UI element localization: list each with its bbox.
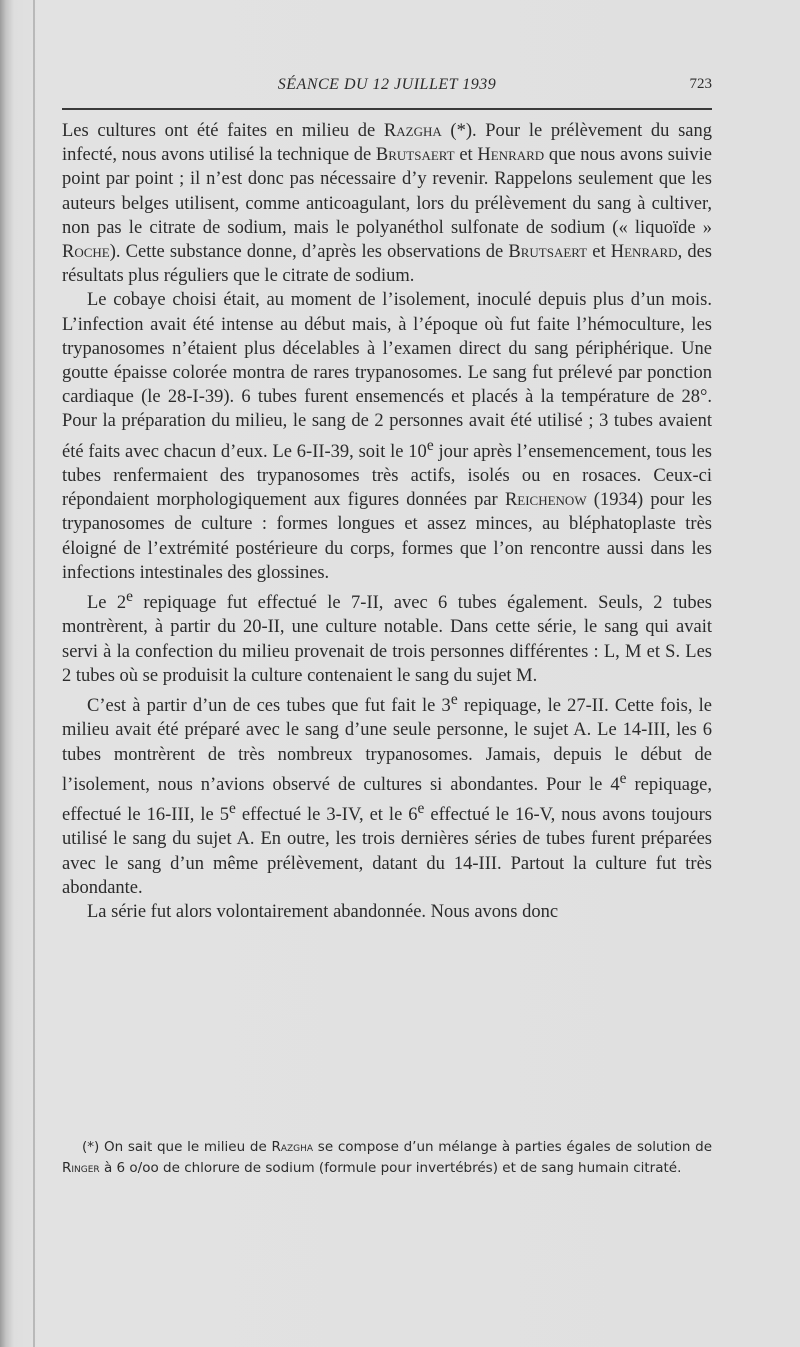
paragraph-1 (62, 119, 712, 288)
superscript: e (619, 769, 627, 787)
text-run: , des résultats plus réguliers que le citrate de sodium. (62, 242, 712, 287)
text-run: Les cultures ont été faites en milieu de (62, 121, 384, 141)
text-run: repiquage, effectué le 16-III, le 5 (62, 774, 713, 826)
page-binding-shadow (33, 0, 35, 1347)
superscript: e (228, 800, 236, 818)
page-header (62, 76, 712, 104)
superscript: e (417, 800, 425, 818)
text-run: ). Cette substance donne, d’après les observations de (109, 242, 509, 263)
text-run: C’est à partir d’un de ces tubes que fut fait le 3 (87, 696, 451, 717)
author-name: Ringer (62, 1160, 100, 1176)
page-number: 723 (689, 76, 712, 92)
text-run: repiquage fut effectué le 7-II, avec 6 tubes également. Seuls, 2 tubes montrèrent, à partir du 20-II, une culture notable. Dans cette série, le sang qui avait servi à la confection du milieu provenait de trois personnes différentes : L, M et S. Les 2 tubes où se produisit la culture contenaient le sang du sujet M. (62, 593, 712, 686)
author-name: Brutsaert (375, 145, 455, 166)
text-run: La série fut alors volontairement abandonnée. Nous avons donc (87, 902, 559, 923)
author-name: Henrard (477, 145, 545, 166)
author-name: Razgha (383, 121, 442, 141)
superscript: e (426, 436, 434, 454)
text-run: se compose d’un mélange à parties égales de solution de (313, 1139, 712, 1155)
superscript: e (126, 588, 133, 606)
text-run: et (454, 145, 478, 166)
author-name: Reichenow (504, 490, 587, 511)
paragraph-5 (62, 900, 712, 924)
text-run: Le cobaye choisi était, au moment de l’isolement, inoculé depuis plus d’un mois. L’infection avait été intense au début mais, à l’époque où fut faite l’hémoculture, les trypanosomes n’étaient plus décelables à l’examen direct du sang périphérique. Une goutte épaisse colorée montra de rares trypanosomes. Le sang fut prélevé par ponction cardiaque (le 28-I-39). 6 tubes furent ensemencés et placés à la température de 28°. Pour la préparation du milieu, le sang de 2 personnes avait été utilisé ; 3 tubes avaient été faits avec chacun d’eux. Le 6-II-39, soit le 10 (62, 290, 712, 462)
author-name: Brutsaert (508, 242, 588, 263)
text-run: (1934) pour les trypanosomes de culture : formes longues et assez minces, au bléphatoplaste très éloigné de l’extrémité postérieure du corps, formes que l’on rencontre aussi dans les infections intestinales des glossines. (62, 490, 712, 583)
paragraph-2 (62, 288, 712, 585)
running-head: SÉANCE DU 12 JUILLET 1939 (277, 76, 497, 93)
text-run: effectué le 16-V, nous avons toujours utilisé le sang du sujet A. En outre, les trois dernières séries de tubes furent préparées avec le sang d’un même prélèvement, datant du 14-III. Partout la culture fut très abondante. (62, 805, 712, 898)
text-run: repiquage, le 27-II. Cette fois, le milieu avait été préparé avec le sang d’une seule personne, le sujet A. Le 14-III, les 6 tubes montrèrent de très nombreux trypanosomes. Jamais, depuis le début de l’isolement, nous n’avions observé de cultures si abondantes. Pour le 4 (62, 696, 712, 795)
superscript: e (450, 690, 458, 708)
text-run: (*). Pour le prélèvement du sang infecté, nous avons utilisé la technique de (62, 121, 712, 166)
paragraph-3 (62, 585, 712, 688)
text-run: (*) On sait que le milieu de (82, 1139, 272, 1155)
author-name: Henrard (610, 242, 678, 263)
body-text (62, 119, 712, 924)
text-run: que nous avons suivie point par point ; il n’est donc pas nécessaire d’y revenir. Rappelons seulement que les auteurs belges utilisent, comme anticoagulant, lors du prélèvement du sang à cultiver, non pas le citrate de sodium, mais le polyanéthol sulfonate de sodium (« liquoïde » (62, 145, 712, 238)
text-run: jour après l’ensemencement, tous les tubes renfermaient des trypanosomes très actifs, isolés ou en rosaces. Ceux-ci répondaient morphologiquement aux figures données par (62, 441, 712, 511)
text-run: à 6 o/oo de chlorure de sodium (formule pour invertébrés) et de sang humain citraté. (99, 1160, 682, 1176)
footnote (62, 1137, 712, 1179)
author-name: Roche (62, 242, 110, 263)
text-run: Le 2 (87, 593, 127, 614)
text-run: et (587, 242, 611, 263)
author-name: Razgha (271, 1139, 314, 1155)
text-run: effectué le 3-IV, et le 6 (235, 805, 418, 826)
header-rule (62, 108, 712, 110)
paragraph-4 (62, 688, 712, 900)
